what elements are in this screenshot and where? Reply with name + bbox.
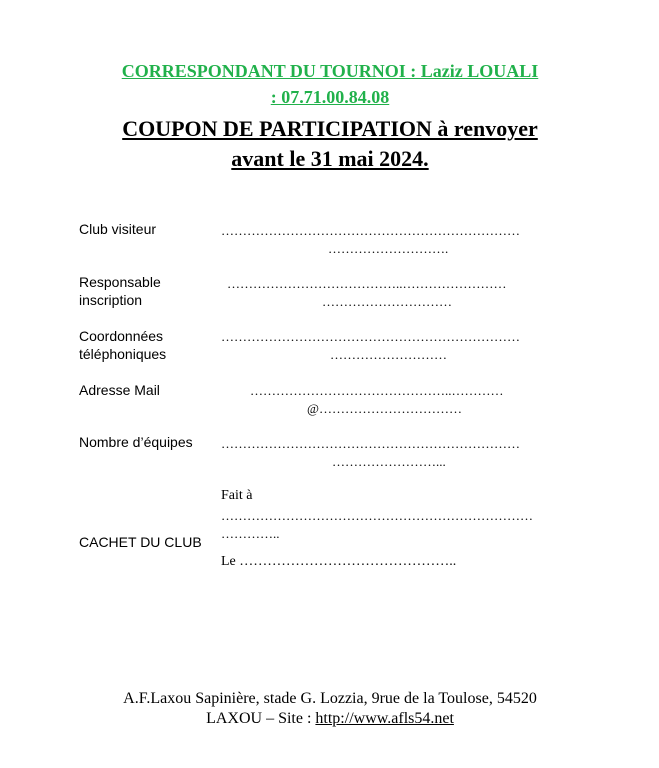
footer-site-prefix: LAXOU – Site : <box>206 710 316 727</box>
coupon-title-line-2: avant le 31 mai 2024. <box>231 146 429 171</box>
coordonnees-dots-1: …………………………………………………………… <box>221 329 520 344</box>
coordonnees-dots-2: ……………………… <box>330 347 447 362</box>
correspondent-header <box>40 58 620 110</box>
fait-a-label: Fait à <box>221 488 253 503</box>
adresse-mail-dots-2: @…………………………… <box>307 401 462 416</box>
le-date-field: Le ……………………………………….. <box>221 554 457 569</box>
correspondent-phone: : 07.71.00.84.08 <box>270 87 390 107</box>
adresse-mail-label: Adresse Mail <box>79 382 160 398</box>
coordonnees-label <box>79 327 166 363</box>
fait-a-dots-1: ……………………………………………………………… <box>221 508 533 523</box>
fait-a-dots-2: ………….. <box>221 526 280 541</box>
nombre-equipes-label: Nombre d’équipes <box>79 434 193 450</box>
coupon-title <box>30 114 630 174</box>
responsable-dots-1: …………………………………..…………………… <box>227 276 507 291</box>
nombre-equipes-dots-2: ……………………... <box>332 454 446 469</box>
site-link[interactable]: http://www.afls54.net <box>315 710 454 727</box>
coordonnees-label-line-2: téléphoniques <box>79 346 167 362</box>
nombre-equipes-dots-1: …………………………………………………………… <box>221 436 520 451</box>
responsable-label-line-2: inscription <box>79 292 143 308</box>
footer-address-line-2 <box>20 709 640 729</box>
responsable-dots-2: ………………………… <box>322 294 452 309</box>
adresse-mail-dots-1: ………………………………………..………… <box>250 383 504 398</box>
cachet-du-club-label: CACHET DU CLUB <box>79 534 202 550</box>
correspondent-line-1: CORRESPONDANT DU TOURNOI : Laziz LOUALI <box>121 61 539 81</box>
coordonnees-label-line-1: Coordonnées <box>79 328 164 344</box>
coupon-title-line-1: COUPON DE PARTICIPATION à renvoyer <box>122 116 538 141</box>
club-visiteur-label: Club visiteur <box>79 221 157 237</box>
responsable-label-line-1: Responsable <box>79 274 161 290</box>
responsable-label <box>79 273 161 309</box>
club-visiteur-dots-2: ………………………. <box>328 241 449 256</box>
club-visiteur-dots-1: …………………………………………………………… <box>221 223 520 238</box>
footer-address <box>20 689 640 729</box>
footer-address-line-1: A.F.Laxou Sapinière, stade G. Lozzia, 9rue de la Toulose, 54520 <box>123 690 537 707</box>
